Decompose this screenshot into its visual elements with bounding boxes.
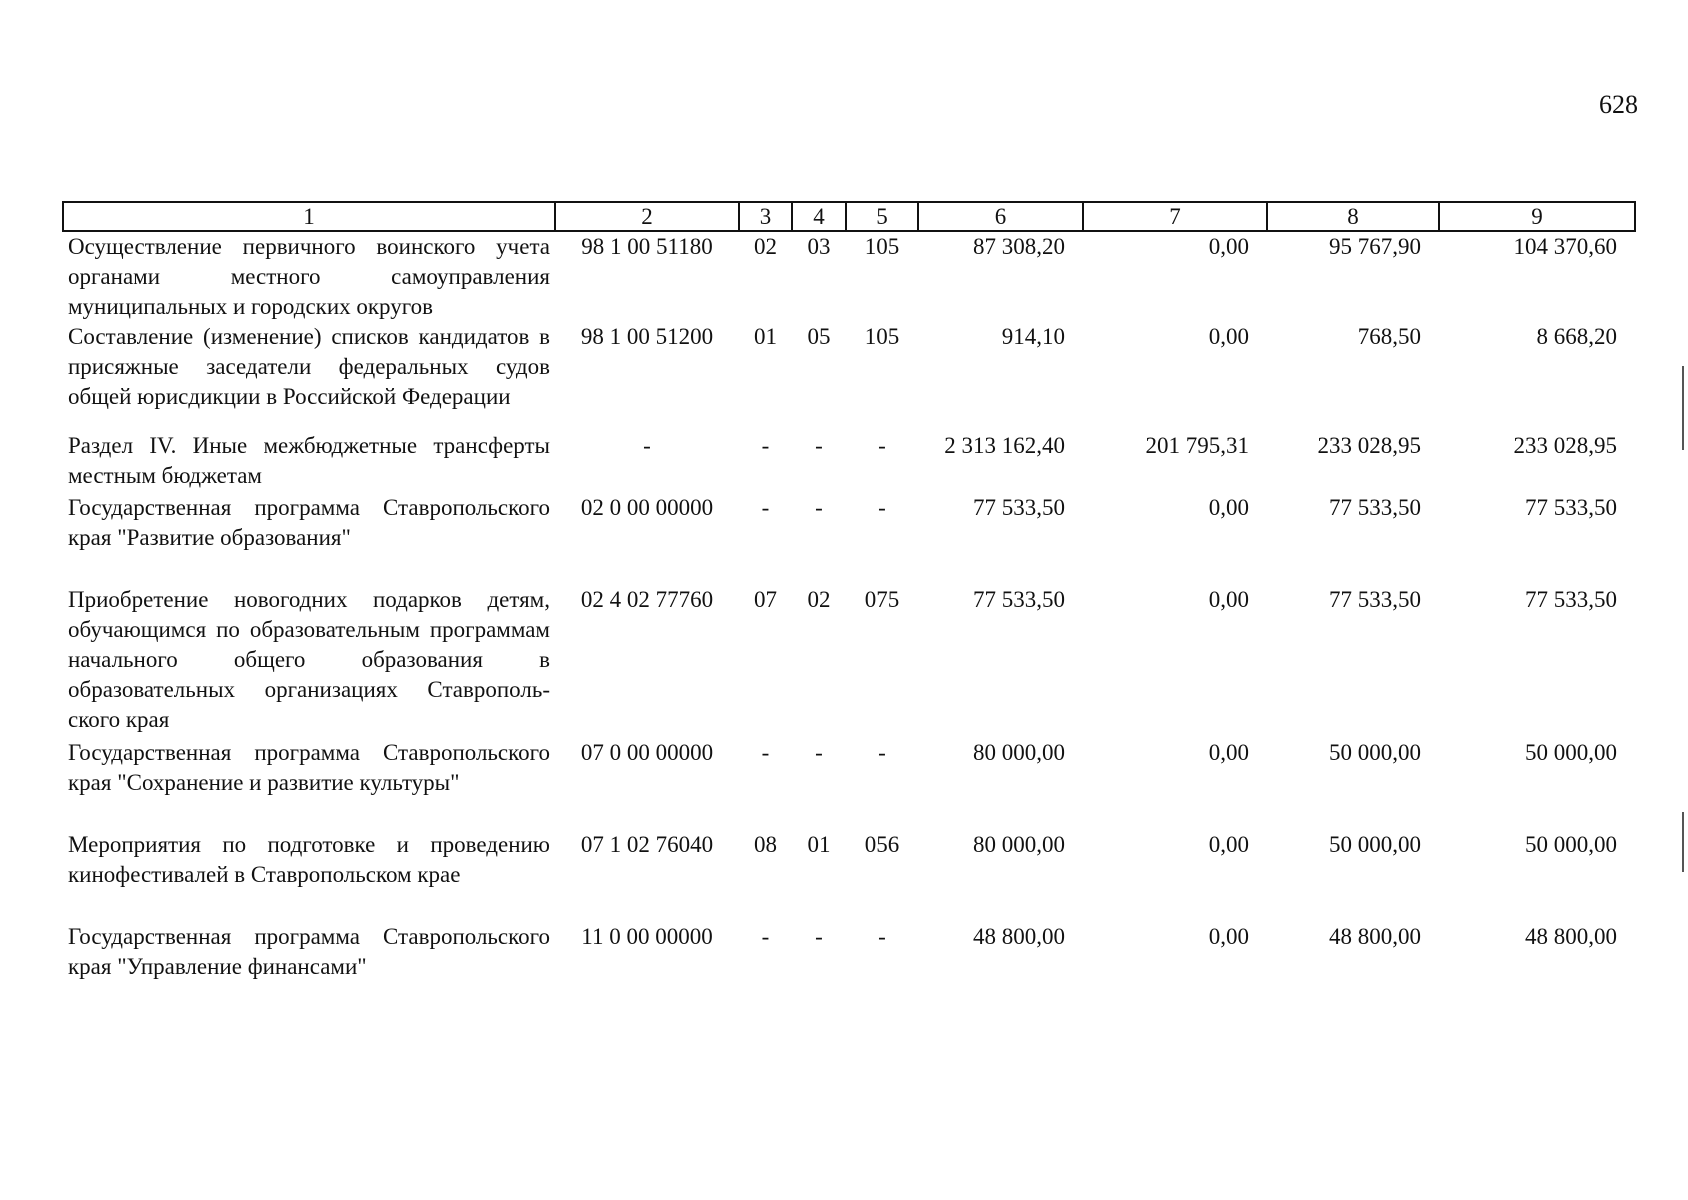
row-code: 98 1 00 51180 <box>581 234 713 259</box>
row-col5: - <box>878 740 886 765</box>
table-row <box>63 830 1635 922</box>
row-col4: 03 <box>807 234 831 259</box>
col-header: 5 <box>846 202 918 231</box>
row-col4: - <box>815 433 823 458</box>
row-col7: 0,00 <box>1208 924 1249 949</box>
col-header: 3 <box>739 202 792 231</box>
row-col5: 075 <box>864 587 900 612</box>
row-code: 11 0 00 00000 <box>581 924 713 949</box>
scan-mark <box>1682 366 1684 450</box>
col-header: 6 <box>918 202 1083 231</box>
row-col7: 0,00 <box>1208 495 1249 520</box>
row-col7: 201 795,31 <box>1145 433 1249 458</box>
row-col5: - <box>878 924 886 949</box>
row-col5: 105 <box>864 234 900 259</box>
row-col6: 77 533,50 <box>973 587 1065 612</box>
col-header: 2 <box>555 202 739 231</box>
row-col3: - <box>761 495 770 520</box>
row-name: Государственная программа Ставропольского края "Развитие образования" <box>68 495 550 550</box>
row-col9: 48 800,00 <box>1525 924 1617 949</box>
row-col5: - <box>878 433 886 458</box>
budget-table <box>62 201 1636 984</box>
row-code: 02 0 00 00000 <box>580 495 714 520</box>
row-col5: - <box>878 495 886 520</box>
row-col3: - <box>761 924 770 949</box>
table-row <box>63 738 1635 830</box>
header-row <box>63 202 1635 231</box>
row-col8: 50 000,00 <box>1329 740 1421 765</box>
row-col9: 50 000,00 <box>1525 832 1617 857</box>
row-col3: 02 <box>754 234 777 259</box>
col-header: 8 <box>1267 202 1439 231</box>
row-col4: - <box>815 740 823 765</box>
row-col9: 50 000,00 <box>1525 740 1617 765</box>
page-number: 628 <box>1599 90 1638 119</box>
table-row <box>63 431 1635 493</box>
row-col6: 2 313 162,40 <box>944 433 1065 458</box>
row-col6: 87 308,20 <box>973 234 1065 259</box>
row-name: Государственная программа Ставропольского края "Сохранение и развитие культуры" <box>68 740 550 795</box>
row-col6: 77 533,50 <box>973 495 1065 520</box>
table-row <box>63 493 1635 585</box>
row-col5: 056 <box>864 832 900 857</box>
row-col3: 07 <box>754 587 777 612</box>
row-code: 98 1 00 51200 <box>580 324 714 349</box>
col-header: 9 <box>1439 202 1635 231</box>
scan-mark <box>1682 812 1684 872</box>
row-col8: 95 767,90 <box>1329 234 1421 259</box>
row-col4: - <box>815 924 823 949</box>
row-col4: 01 <box>807 832 831 857</box>
row-col7: 0,00 <box>1208 587 1249 612</box>
col-header: 1 <box>63 202 555 231</box>
row-name: Мероприятия по подготовке и проведению кинофестивалей в Ставропольском крае <box>68 832 550 887</box>
row-name: Осуществление первичного воинского учета органами местного самоуправления муниципальных и городских округов <box>68 234 550 319</box>
row-code: 07 0 00 00000 <box>580 740 714 765</box>
row-col6: 48 800,00 <box>973 924 1065 949</box>
row-code: 07 1 02 76040 <box>580 832 714 857</box>
table-row <box>63 922 1635 984</box>
row-col3: 01 <box>754 324 777 349</box>
table-row <box>63 585 1635 738</box>
col-header: 4 <box>792 202 846 231</box>
row-col9: 104 370,60 <box>1513 234 1617 259</box>
row-col3: - <box>761 433 770 458</box>
row-col6: 80 000,00 <box>973 832 1065 857</box>
table-row <box>63 322 1635 431</box>
row-col4: 05 <box>807 324 831 349</box>
row-col6: 914,10 <box>1001 324 1065 349</box>
row-col7: 0,00 <box>1208 832 1249 857</box>
row-col9: 233 028,95 <box>1513 433 1617 458</box>
row-name: Раздел IV. Иные межбюджетные трансферты местным бюджетам <box>68 433 550 488</box>
row-col7: 0,00 <box>1208 740 1249 765</box>
row-col6: 80 000,00 <box>973 740 1065 765</box>
table-row <box>63 231 1635 322</box>
row-col5: 105 <box>864 324 900 349</box>
table-body <box>63 231 1635 984</box>
row-col7: 0,00 <box>1208 234 1249 259</box>
row-col8: 233 028,95 <box>1317 433 1421 458</box>
row-col9: 77 533,50 <box>1525 587 1617 612</box>
row-col8: 77 533,50 <box>1329 587 1421 612</box>
row-name: Государственная программа Ставропольского края "Управление финансами" <box>68 924 550 979</box>
row-code: 02 4 02 77760 <box>580 587 714 612</box>
row-col9: 77 533,50 <box>1525 495 1617 520</box>
row-name: Составление (изменение) списков кандидатов в присяжные заседатели федеральных судов общей юрисдикции в Российской Федерации <box>68 324 550 409</box>
row-code: - <box>643 433 651 458</box>
row-col8: 77 533,50 <box>1329 495 1421 520</box>
col-header: 7 <box>1083 202 1267 231</box>
row-col3: - <box>761 740 770 765</box>
row-col8: 48 800,00 <box>1329 924 1421 949</box>
row-col7: 0,00 <box>1208 324 1249 349</box>
row-col9: 8 668,20 <box>1536 324 1617 349</box>
row-col3: 08 <box>754 832 777 857</box>
row-col4: 02 <box>807 587 831 612</box>
row-col8: 768,50 <box>1357 324 1421 349</box>
row-col4: - <box>815 495 823 520</box>
row-col8: 50 000,00 <box>1329 832 1421 857</box>
row-name: Приобретение новогодних подарков детям, обучающимся по образовательным программам начального общего образования в образовательных организациях Ставрополь-ского края <box>68 587 550 732</box>
